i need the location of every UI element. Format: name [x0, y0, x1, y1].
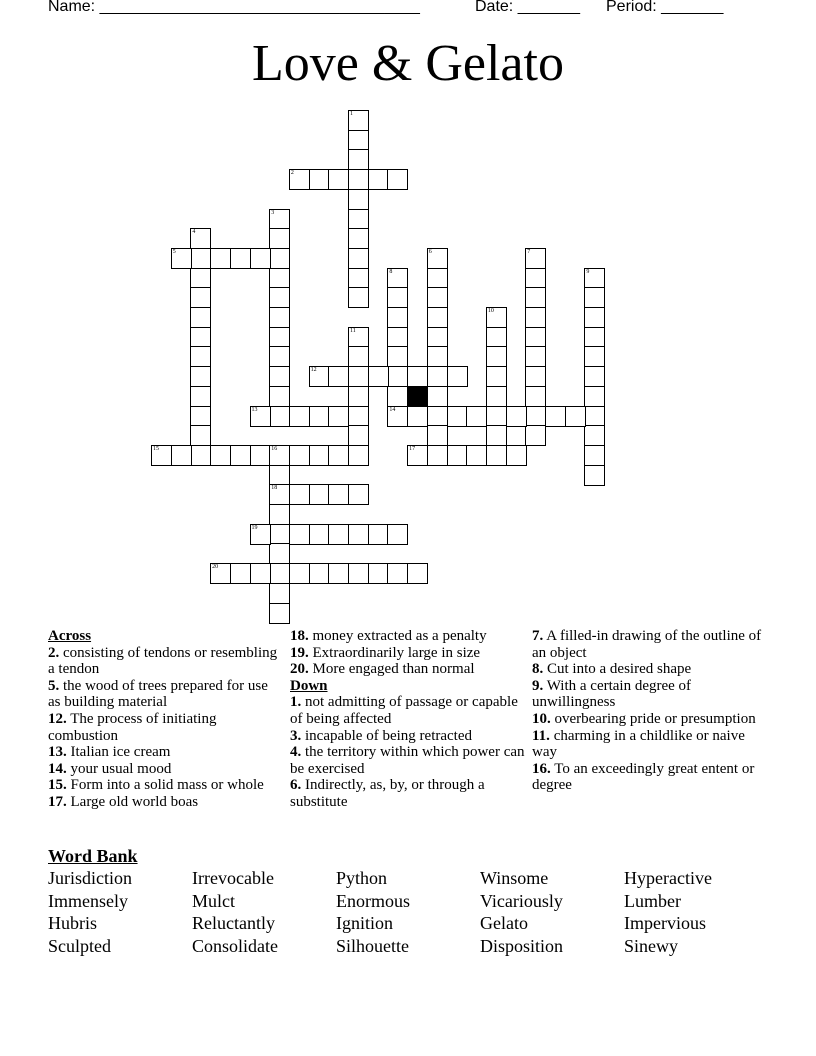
crossword-cell[interactable] [506, 406, 527, 427]
clue-number-label: 4 [192, 229, 196, 236]
crossword-cell[interactable] [525, 307, 546, 328]
clue-number-label: 14 [389, 406, 396, 413]
word-bank-item: Irrevocable [192, 868, 274, 888]
page-title: Love & Gelato [252, 35, 564, 92]
down-clue [290, 694, 525, 727]
across-clue [48, 645, 283, 678]
crossword-cell[interactable] [250, 248, 271, 269]
crossword-cell[interactable] [584, 287, 605, 308]
crossword-cell[interactable] [309, 169, 330, 190]
crossword-cell[interactable] [584, 445, 605, 466]
crossword-cell[interactable] [427, 366, 448, 387]
word-bank-heading: Word Bank [48, 846, 138, 866]
down-clue [290, 728, 525, 745]
down-clue [290, 744, 525, 777]
clue-text: money extracted as a penalty [312, 628, 487, 644]
crossword-cell[interactable] [565, 406, 586, 427]
crossword-cell[interactable] [289, 484, 310, 505]
clue-number-label: 20 [212, 564, 219, 571]
crossword-cell[interactable] [447, 406, 468, 427]
word-bank-item: Impervious [624, 913, 706, 933]
crossword-cell[interactable] [309, 406, 330, 427]
crossword-cell[interactable] [387, 346, 408, 367]
crossword-cell[interactable] [328, 169, 349, 190]
crossword-cell[interactable] [348, 149, 369, 170]
across-clue [290, 628, 525, 645]
word-bank-item: Vicariously [480, 891, 563, 911]
crossword-cell[interactable] [348, 563, 369, 584]
across-clue [290, 645, 525, 662]
crossword-cell[interactable] [368, 524, 389, 545]
clue-number-label: 9 [586, 268, 590, 275]
clue-text: With a certain degree of unwillingness [532, 677, 692, 711]
across-clue [48, 777, 283, 794]
clue-number: 17. [48, 793, 67, 810]
word-bank-item: Immensely [48, 891, 128, 911]
crossword-cell[interactable] [269, 406, 290, 427]
clue-number-label: 16 [271, 445, 278, 452]
word-bank-item: Lumber [624, 891, 681, 911]
crossword-cell[interactable] [348, 110, 369, 131]
crossword-cell[interactable] [486, 406, 507, 427]
crossword-cell[interactable] [525, 346, 546, 367]
crossword-cell[interactable] [525, 425, 546, 446]
clue-number-label: 3 [271, 209, 275, 216]
clue-number-label: 17 [409, 445, 416, 452]
clue-number-label: 12 [310, 367, 317, 374]
crossword-cell[interactable] [269, 327, 290, 348]
clue-number-label: 19 [251, 524, 258, 531]
crossword-cell[interactable] [427, 406, 448, 427]
crossword-cell[interactable] [525, 287, 546, 308]
crossword-cell[interactable] [309, 366, 330, 387]
clue-number: 11. [532, 727, 550, 744]
crossword-cell[interactable] [328, 524, 349, 545]
crossword-cell[interactable] [348, 386, 369, 407]
clue-text: not admitting of passage or capable of being affected [290, 694, 518, 727]
crossword-block [407, 386, 428, 407]
clue-number: 12. [48, 710, 67, 727]
crossword-cell[interactable] [250, 406, 271, 427]
clue-number: 19. [290, 644, 309, 661]
crossword-cell[interactable] [289, 445, 310, 466]
crossword-cell[interactable] [171, 445, 192, 466]
crossword-cell[interactable] [269, 465, 290, 486]
clue-text: Large old world boas [70, 793, 199, 810]
crossword-cell[interactable] [269, 603, 290, 624]
crossword-cell[interactable] [466, 445, 487, 466]
crossword-cell[interactable] [190, 366, 211, 387]
crossword-cell[interactable] [348, 169, 369, 190]
crossword-cell[interactable] [151, 445, 172, 466]
crossword-cell[interactable] [387, 169, 408, 190]
crossword-cell[interactable] [190, 268, 211, 289]
crossword-cell[interactable] [309, 524, 330, 545]
down-clue [532, 628, 767, 661]
crossword-cell[interactable] [486, 307, 507, 328]
crossword-cell[interactable] [348, 248, 369, 269]
crossword-cell[interactable] [269, 563, 290, 584]
crossword-cell[interactable] [348, 189, 369, 210]
crossword-cell[interactable] [466, 406, 487, 427]
crossword-cell[interactable] [486, 346, 507, 367]
clue-number: 4. [290, 744, 302, 761]
crossword-cell[interactable] [407, 563, 428, 584]
crossword-cell[interactable] [387, 307, 408, 328]
crossword-cell[interactable] [348, 366, 369, 387]
crossword-cell[interactable] [525, 366, 546, 387]
clue-number: 8. [532, 661, 544, 678]
crossword-cell[interactable] [348, 406, 369, 427]
word-bank-item: Ignition [336, 913, 393, 933]
crossword-cell[interactable] [368, 169, 389, 190]
crossword-cell[interactable] [269, 248, 290, 269]
clue-text: Form into a solid mass or whole [70, 777, 264, 794]
crossword-cell[interactable] [348, 287, 369, 308]
crossword-cell[interactable] [269, 524, 290, 545]
crossword-cell[interactable] [348, 130, 369, 151]
clue-number: 2. [48, 644, 60, 661]
down-clue [532, 761, 767, 794]
crossword-cell[interactable] [348, 209, 369, 230]
crossword-cell[interactable] [348, 228, 369, 249]
word-bank-item: Hubris [48, 913, 97, 933]
crossword-cell[interactable] [190, 248, 211, 269]
clue-number-label: 10 [487, 308, 494, 314]
crossword-cell[interactable] [584, 366, 605, 387]
clue-number-label: 5 [172, 248, 176, 255]
crossword-cell[interactable] [309, 445, 330, 466]
crossword-cell[interactable] [486, 445, 507, 466]
crossword-cell[interactable] [427, 287, 448, 308]
crossword-cell[interactable] [269, 484, 290, 505]
clues-column-3 [532, 628, 767, 794]
crossword-cell[interactable] [210, 445, 231, 466]
clue-text: the wood of trees prepared for use as building material [48, 677, 268, 711]
crossword-cell[interactable] [486, 327, 507, 348]
clue-number: 13. [48, 744, 67, 761]
clue-number-label: 1 [350, 111, 353, 117]
crossword-cell[interactable] [584, 386, 605, 407]
crossword-cell[interactable] [348, 268, 369, 289]
word-bank-item: Silhouette [336, 936, 409, 956]
across-clue [48, 761, 283, 778]
crossword-cell[interactable] [190, 228, 211, 249]
clue-number: 10. [532, 710, 551, 727]
clue-number: 6. [290, 777, 302, 794]
crossword-cell[interactable] [269, 445, 290, 466]
crossword-cell[interactable] [269, 504, 290, 525]
crossword-cell[interactable] [447, 366, 468, 387]
crossword-cell[interactable] [190, 287, 211, 308]
crossword-cell[interactable] [328, 484, 349, 505]
crossword-cell[interactable] [230, 248, 251, 269]
word-bank-item: Disposition [480, 936, 564, 956]
clue-number: 18. [290, 628, 309, 644]
clue-text: The process of initiating combustion [48, 710, 217, 744]
clue-text: overbearing pride or presumption [554, 710, 756, 727]
crossword-cell[interactable] [190, 425, 211, 446]
crossword-cell[interactable] [525, 386, 546, 407]
across-clue [48, 794, 283, 811]
clue-number: 9. [532, 677, 544, 694]
crossword-cell[interactable] [269, 583, 290, 604]
crossword-cell[interactable] [309, 484, 330, 505]
crossword-cell[interactable] [387, 268, 408, 289]
crossword-cell[interactable] [486, 386, 507, 407]
down-heading: Down [290, 677, 328, 694]
clue-number-label: 15 [153, 445, 159, 452]
clue-text: consisting of tendons or resembling a tendon [48, 644, 278, 678]
clue-text: the territory within which power can be exercised [290, 744, 525, 777]
clue-text: A filled-in drawing of the outline of an object [532, 628, 762, 661]
crossword-cell[interactable] [427, 307, 448, 328]
across-clue [48, 678, 283, 711]
clue-text: Indirectly, as, by, or through a substitute [290, 777, 485, 810]
crossword-cell[interactable] [407, 406, 428, 427]
clue-text: charming in a childlike or naive way [532, 727, 745, 761]
crossword-cell[interactable] [427, 327, 448, 348]
crossword-cell[interactable] [348, 524, 369, 545]
clue-text: Italian ice cream [70, 744, 171, 761]
crossword-cell[interactable] [584, 425, 605, 446]
crossword-cell[interactable] [427, 248, 448, 269]
crossword-cell[interactable] [230, 563, 251, 584]
clue-number-label: 7 [527, 248, 531, 255]
word-bank-item: Sinewy [624, 936, 678, 956]
crossword-cell[interactable] [387, 287, 408, 308]
crossword-cell[interactable] [387, 563, 408, 584]
clue-text: incapable of being retracted [305, 727, 472, 744]
clue-number: 16. [532, 760, 551, 777]
clues-column-1 [48, 628, 283, 811]
word-bank-item: Hyperactive [624, 868, 712, 888]
clue-text: Extraordinarily large in size [312, 644, 481, 661]
crossword-cell[interactable] [387, 406, 408, 427]
word-bank-item: Winsome [480, 868, 549, 888]
clue-number-label: 18 [271, 485, 278, 492]
clue-number-label: 2 [290, 170, 294, 177]
crossword-cell[interactable] [171, 248, 192, 269]
crossword-cell[interactable] [584, 346, 605, 367]
down-clue [532, 661, 767, 678]
crossword-cell[interactable] [190, 406, 211, 427]
crossword-cell[interactable] [190, 445, 211, 466]
crossword-cell[interactable] [387, 386, 408, 407]
crossword-cell[interactable] [269, 386, 290, 407]
crossword-cell[interactable] [309, 563, 330, 584]
word-bank-item: Python [336, 868, 388, 888]
clue-number-label: 6 [428, 248, 432, 255]
crossword-cell[interactable] [190, 327, 211, 348]
word-bank-item: Sculpted [48, 936, 111, 956]
crossword-cell[interactable] [328, 366, 349, 387]
crossword-cell[interactable] [269, 366, 290, 387]
crossword-cell[interactable] [584, 268, 605, 289]
crossword-cell[interactable] [210, 248, 231, 269]
clue-number: 3. [290, 727, 302, 744]
clue-text: More engaged than normal [312, 661, 475, 678]
crossword-cell[interactable] [427, 346, 448, 367]
crossword-cell[interactable] [328, 563, 349, 584]
clue-number: 1. [290, 694, 302, 711]
crossword-cell[interactable] [427, 386, 448, 407]
word-bank-item: Gelato [480, 913, 528, 933]
clues-column-2 [290, 628, 525, 811]
crossword-cell[interactable] [368, 366, 389, 387]
crossword-cell[interactable] [250, 524, 271, 545]
crossword-cell[interactable] [348, 445, 369, 466]
across-clue [48, 744, 283, 761]
word-bank-item: Jurisdiction [48, 868, 132, 888]
crossword-cell[interactable] [427, 425, 448, 446]
name-field: Name: ____________________________________ [48, 0, 420, 15]
crossword-cell[interactable] [584, 307, 605, 328]
clue-number: 15. [48, 777, 67, 794]
down-clue [532, 678, 767, 711]
date-field: Date: _______ [475, 0, 580, 15]
crossword-cell[interactable] [387, 524, 408, 545]
crossword-cell[interactable] [269, 307, 290, 328]
crossword-cell[interactable] [545, 406, 566, 427]
clue-number: 20. [290, 661, 309, 678]
crossword-cell[interactable] [190, 307, 211, 328]
crossword-cell[interactable] [506, 445, 527, 466]
crossword-cell[interactable] [289, 406, 310, 427]
clue-number: 7. [532, 628, 544, 644]
crossword-cell[interactable] [269, 543, 290, 564]
crossword-cell[interactable] [328, 445, 349, 466]
crossword-cell[interactable] [348, 484, 369, 505]
crossword-cell[interactable] [525, 406, 546, 427]
crossword-cell[interactable] [447, 445, 468, 466]
crossword-cell[interactable] [348, 425, 369, 446]
crossword-cell[interactable] [368, 563, 389, 584]
clue-number: 5. [48, 677, 60, 694]
crossword-cell[interactable] [289, 524, 310, 545]
clue-number-label: 11 [350, 327, 356, 334]
crossword-cell[interactable] [348, 346, 369, 367]
clue-text: Cut into a desired shape [547, 661, 692, 678]
crossword-cell[interactable] [427, 268, 448, 289]
down-clue [532, 728, 767, 761]
crossword-cell[interactable] [250, 445, 271, 466]
across-clue [48, 711, 283, 744]
across-heading: Across [48, 628, 92, 644]
period-field: Period: _______ [606, 0, 724, 15]
crossword-cell[interactable] [387, 366, 408, 387]
crossword-cell[interactable] [210, 563, 231, 584]
crossword-cell[interactable] [584, 465, 605, 486]
crossword-cell[interactable] [348, 327, 369, 348]
crossword-cell[interactable] [250, 563, 271, 584]
word-bank-item: Mulct [192, 891, 235, 911]
crossword-cell[interactable] [269, 228, 290, 249]
crossword-cell[interactable] [190, 386, 211, 407]
crossword-cell[interactable] [525, 268, 546, 289]
word-bank-item: Enormous [336, 891, 410, 911]
crossword-cell[interactable] [427, 445, 448, 466]
crossword-cell[interactable] [407, 445, 428, 466]
word-bank-item: Reluctantly [192, 913, 275, 933]
crossword-cell[interactable] [387, 327, 408, 348]
crossword-cell[interactable] [190, 346, 211, 367]
clue-number-label: 8 [389, 268, 393, 275]
crossword-cell[interactable] [486, 366, 507, 387]
crossword-cell[interactable] [328, 406, 349, 427]
crossword-cell[interactable] [269, 346, 290, 367]
crossword-cell[interactable] [407, 366, 428, 387]
down-clue [290, 777, 525, 810]
clue-text: your usual mood [70, 760, 172, 777]
crossword-cell[interactable] [525, 248, 546, 269]
crossword-cell[interactable] [289, 169, 310, 190]
clue-number-label: 13 [251, 406, 258, 413]
crossword-cell[interactable] [269, 209, 290, 230]
clue-number: 14. [48, 760, 67, 777]
crossword-cell[interactable] [230, 445, 251, 466]
clue-text: To an exceedingly great entent or degree [532, 760, 755, 794]
crossword-cell[interactable] [486, 425, 507, 446]
crossword-cell[interactable] [269, 268, 290, 289]
crossword-cell[interactable] [289, 563, 310, 584]
word-bank-item: Consolidate [192, 936, 278, 956]
across-clue [290, 661, 525, 678]
down-clue [532, 711, 767, 728]
crossword-cell[interactable] [269, 287, 290, 308]
crossword-cell[interactable] [584, 327, 605, 348]
crossword-cell[interactable] [525, 327, 546, 348]
crossword-cell[interactable] [584, 406, 605, 427]
